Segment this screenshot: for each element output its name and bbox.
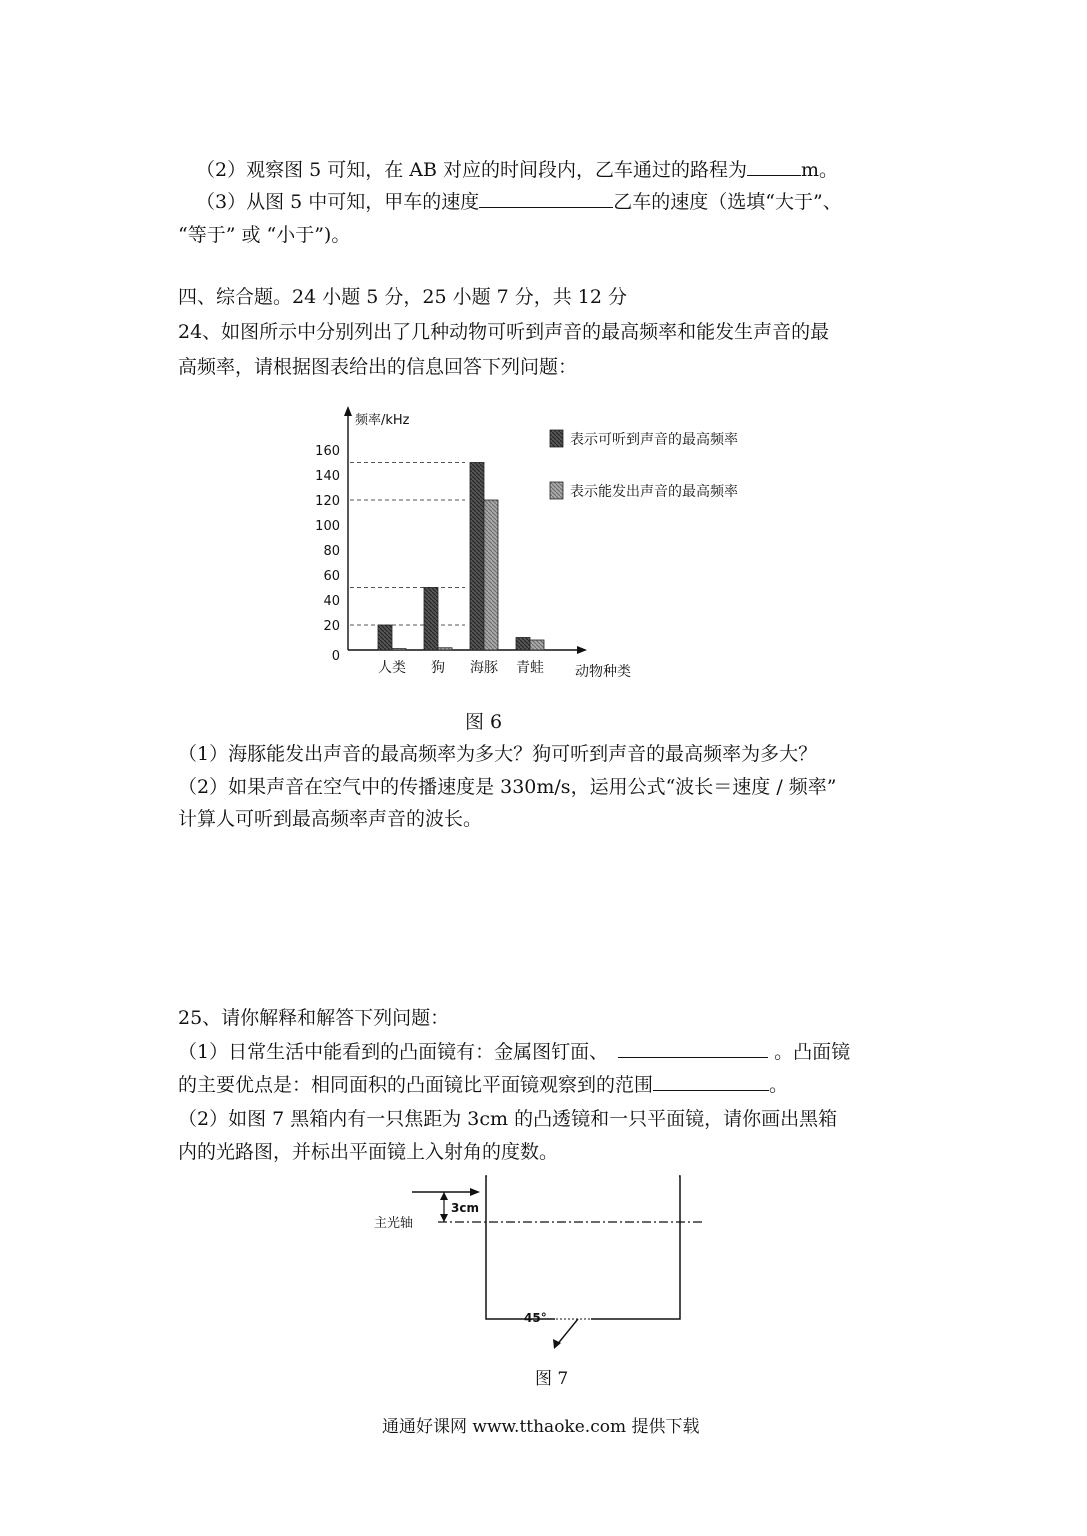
y-axis-arrow-icon (344, 406, 352, 416)
answer-blank[interactable] (618, 1039, 768, 1058)
answer-blank[interactable] (479, 189, 613, 208)
bar-狗-0 (424, 588, 438, 651)
y-axis-label: 频率/kHz (355, 413, 410, 428)
q23-part3: （3）从图 5 中可知，甲车的速度 乙车的速度（选填“大于”、 (196, 191, 842, 213)
legend-swatch (550, 482, 563, 499)
bar-青蛙-1 (530, 640, 544, 650)
bar-人类-1 (392, 649, 406, 650)
y-tick-label: 140 (315, 469, 340, 484)
legend-entry: 表示可听到声音的最高频率 (570, 432, 738, 448)
y-tick-label: 0 (331, 649, 340, 664)
legend-entry: 表示能发出声音的最高频率 (570, 484, 738, 500)
principal-axis-label: 主光轴 (374, 1216, 414, 1231)
category-label: 人类 (378, 660, 406, 676)
angle-label: 45° (524, 1311, 547, 1325)
q25-sub1-line2: 的主要优点是：相同面积的凸面镜比平面镜观察到的范围 。 (178, 1074, 789, 1096)
q24-stem-line2: 高频率，请根据图表给出的信息回答下列问题： (178, 356, 578, 378)
bar-人类-0 (378, 625, 392, 650)
q24-sub2-line1: （2）如果声音在空气中的传播速度是 330m/s，运用公式“波长＝速度 / 频率” (178, 776, 837, 798)
category-label: 狗 (431, 660, 445, 676)
y-tick-label: 80 (323, 544, 340, 559)
q25-stem: 25、请你解释和解答下列问题： (178, 1007, 450, 1029)
q24-stem-line1: 24、如图所示中分别列出了几种动物可听到声音的最高频率和能发生声音的最 (178, 321, 830, 343)
q25-sub2-line2: 内的光路图，并标出平面镜上入射角的度数。 (178, 1141, 559, 1163)
figure-7-caption: 图 7 (535, 1369, 569, 1389)
bar-狗-1 (438, 648, 452, 650)
category-label: 青蛙 (516, 660, 544, 676)
category-label: 海豚 (470, 660, 498, 676)
footer-source: 通通好课网 www.tthaoke.com 提供下载 (382, 1417, 700, 1437)
distance-label: 3cm (451, 1201, 479, 1215)
bar-海豚-1 (484, 500, 498, 650)
q24-sub1: （1）海豚能发出声音的最高频率为多大？狗可听到声音的最高频率为多大？ (178, 743, 818, 765)
bar-青蛙-0 (516, 638, 530, 651)
q23-part2: （2）观察图 5 可知，在 AB 对应的时间段内，乙车通过的路程为 m。 (196, 159, 839, 181)
emergent-ray (556, 1319, 578, 1346)
answer-blank[interactable] (747, 157, 801, 176)
arrow-icon (470, 1188, 480, 1196)
q25-sub2-line1: （2）如图 7 黑箱内有一只焦距为 3cm 的凸透镜和一只平面镜，请你画出黑箱 (178, 1108, 838, 1130)
figure-6-bar-chart (300, 400, 790, 690)
black-box (486, 1176, 680, 1319)
y-tick-label: 20 (323, 619, 340, 634)
figure-6-caption: 图 6 (465, 711, 503, 733)
y-tick-label: 60 (323, 569, 340, 584)
y-tick-label: 120 (315, 494, 340, 509)
y-tick-label: 100 (315, 519, 340, 534)
x-axis-arrow-icon (577, 646, 587, 654)
figure-7-black-box-diagram (360, 1170, 730, 1350)
x-axis-label: 动物种类 (575, 664, 631, 680)
section-heading: 四、综合题。24 小题 5 分，25 小题 7 分，共 12 分 (178, 286, 628, 308)
y-tick-label: 40 (323, 594, 340, 609)
y-tick-label: 160 (315, 444, 340, 459)
bar-海豚-0 (470, 463, 484, 651)
q24-sub2-line2: 计算人可听到最高频率声音的波长。 (178, 808, 483, 830)
answer-blank[interactable] (653, 1072, 769, 1091)
q23-part3-line2: “等于” 或 “小于”)。 (178, 224, 351, 246)
q25-sub1: （1）日常生活中能看到的凸面镜有：金属图钉面、 。凸面镜 (178, 1041, 851, 1063)
legend-swatch (550, 430, 563, 447)
